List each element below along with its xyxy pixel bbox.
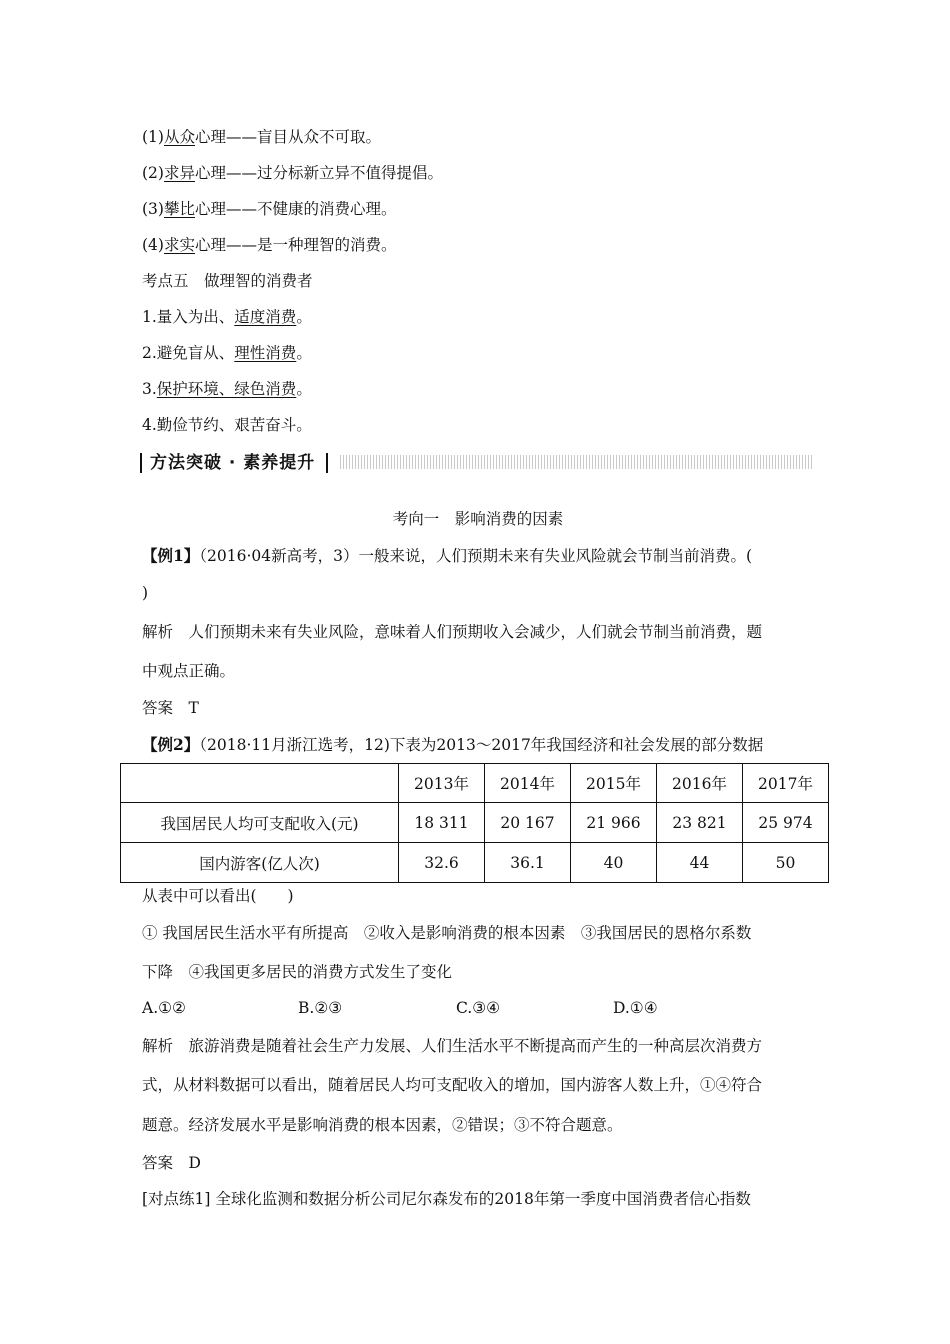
item-text: 心理——不健康的消费心理。 [194,200,397,218]
banner-bar-left [140,453,142,473]
table-cell: 18 311 [399,803,485,843]
header-cell: 2015年 [571,764,657,803]
question-stem: 从表中可以看出( ) [142,887,294,905]
analysis-text-cont: 中观点正确。 [142,662,236,680]
example-2-question [142,734,763,756]
table-cell: 50 [743,843,829,883]
item-keyword: 保护环境、绿色消费 [156,380,297,398]
statement-list: ① 我国居民生活水平有所提高 ②收入是影响消费的根本因素 ③我国居民的恩格尔系数 [142,924,752,942]
item-keyword: 从众 [163,128,195,146]
psych-item-3 [142,198,397,220]
option-a: A.①② [142,999,186,1017]
table-cell: 44 [657,843,743,883]
item-text: 心理——过分标新立异不值得提倡。 [194,164,443,182]
table-cell: 国内游客(亿人次) [121,843,399,883]
example-1-question [142,545,752,567]
psych-item-1 [142,126,381,148]
option-b: B.②③ [298,999,343,1017]
item-keyword: 求异 [163,164,195,182]
statement-list-cont: 下降 ④我国更多居民的消费方式发生了变化 [142,963,453,981]
analysis-text: 解析 旅游消费是随着社会生产力发展、人们生活水平不断提高而产生的一种高层次消费方 [142,1037,763,1055]
item-keyword: 攀比 [163,200,195,218]
table-cell: 36.1 [485,843,571,883]
example-label: 【例2】 [142,735,200,754]
question-text: （2018·11月浙江选考，12)下表为2013～2017年我国经济和社会发展的部分数据 [199,736,764,754]
list-item [142,414,312,436]
header-cell: 2013年 [399,764,485,803]
practice-question: [对点练1] 全球化监测和数据分析公司尼尔森发布的2018年第一季度中国消费者信心指数 [142,1190,751,1208]
analysis-text-cont: 题意。经济发展水平是影响消费的根本因素，②错误；③不符合题意。 [142,1116,623,1134]
list-item [142,342,312,364]
banner-title: 方法突破 · 素养提升 [150,453,316,473]
list-item [142,378,312,400]
item-text: 2.避免盲从、 [142,344,235,362]
item-text: 。 [296,308,312,326]
analysis-text-cont: 式，从材料数据可以看出，随着居民人均可支配收入的增加，国内游客人数上升，①④符合 [142,1076,763,1094]
option-d: D.①④ [613,999,658,1017]
table-row [121,843,829,883]
analysis-text: 解析 人们预期未来有失业风险，意味着人们预期收入会减少，人们就会节制当前消费，题 [142,623,763,641]
header-cell: 2017年 [743,764,829,803]
table-cell: 32.6 [399,843,485,883]
item-text: 1.量入为出、 [142,308,235,326]
section-banner [140,451,812,475]
banner-bar-right [326,453,328,473]
example-label: 【例1】 [142,546,200,565]
table-row [121,803,829,843]
section-title: 考点五 做理智的消费者 [142,272,313,290]
option-c: C.③④ [456,999,501,1017]
item-text: 。 [296,344,312,362]
question-text-cont: ) [142,584,149,602]
item-number: (4) [142,236,164,254]
item-keyword: 适度消费 [234,308,297,326]
list-item [142,306,312,328]
item-number: (2) [142,164,164,182]
table-cell: 25 974 [743,803,829,843]
table-header-row [121,764,829,803]
header-cell: 2016年 [657,764,743,803]
table-cell: 我国居民人均可支配收入(元) [121,803,399,843]
answer-text: 答案 T [142,699,199,717]
item-keyword: 求实 [163,236,195,254]
item-number: (3) [142,200,164,218]
item-keyword: 理性消费 [234,344,297,362]
question-text: （2016·04新高考，3）一般来说，人们预期未来有失业风险就会节制当前消费。( [199,547,753,565]
item-text: 心理——盲目从众不可取。 [194,128,381,146]
table-cell: 40 [571,843,657,883]
header-cell [121,764,399,803]
item-text: 心理——是一种理智的消费。 [194,236,397,254]
item-text: 3. [142,380,157,398]
item-number: (1) [142,128,164,146]
table-cell: 23 821 [657,803,743,843]
banner-hatch [340,455,812,469]
header-cell: 2014年 [485,764,571,803]
data-table [120,763,829,883]
answer-text: 答案 D [142,1154,201,1172]
psych-item-2 [142,162,443,184]
item-text: 。 [296,380,312,398]
item-text: 4.勤俭节约、艰苦奋斗。 [142,416,312,434]
table-cell: 20 167 [485,803,571,843]
direction-title: 考向一 影响消费的因素 [392,510,564,528]
table-cell: 21 966 [571,803,657,843]
psych-item-4 [142,234,397,256]
